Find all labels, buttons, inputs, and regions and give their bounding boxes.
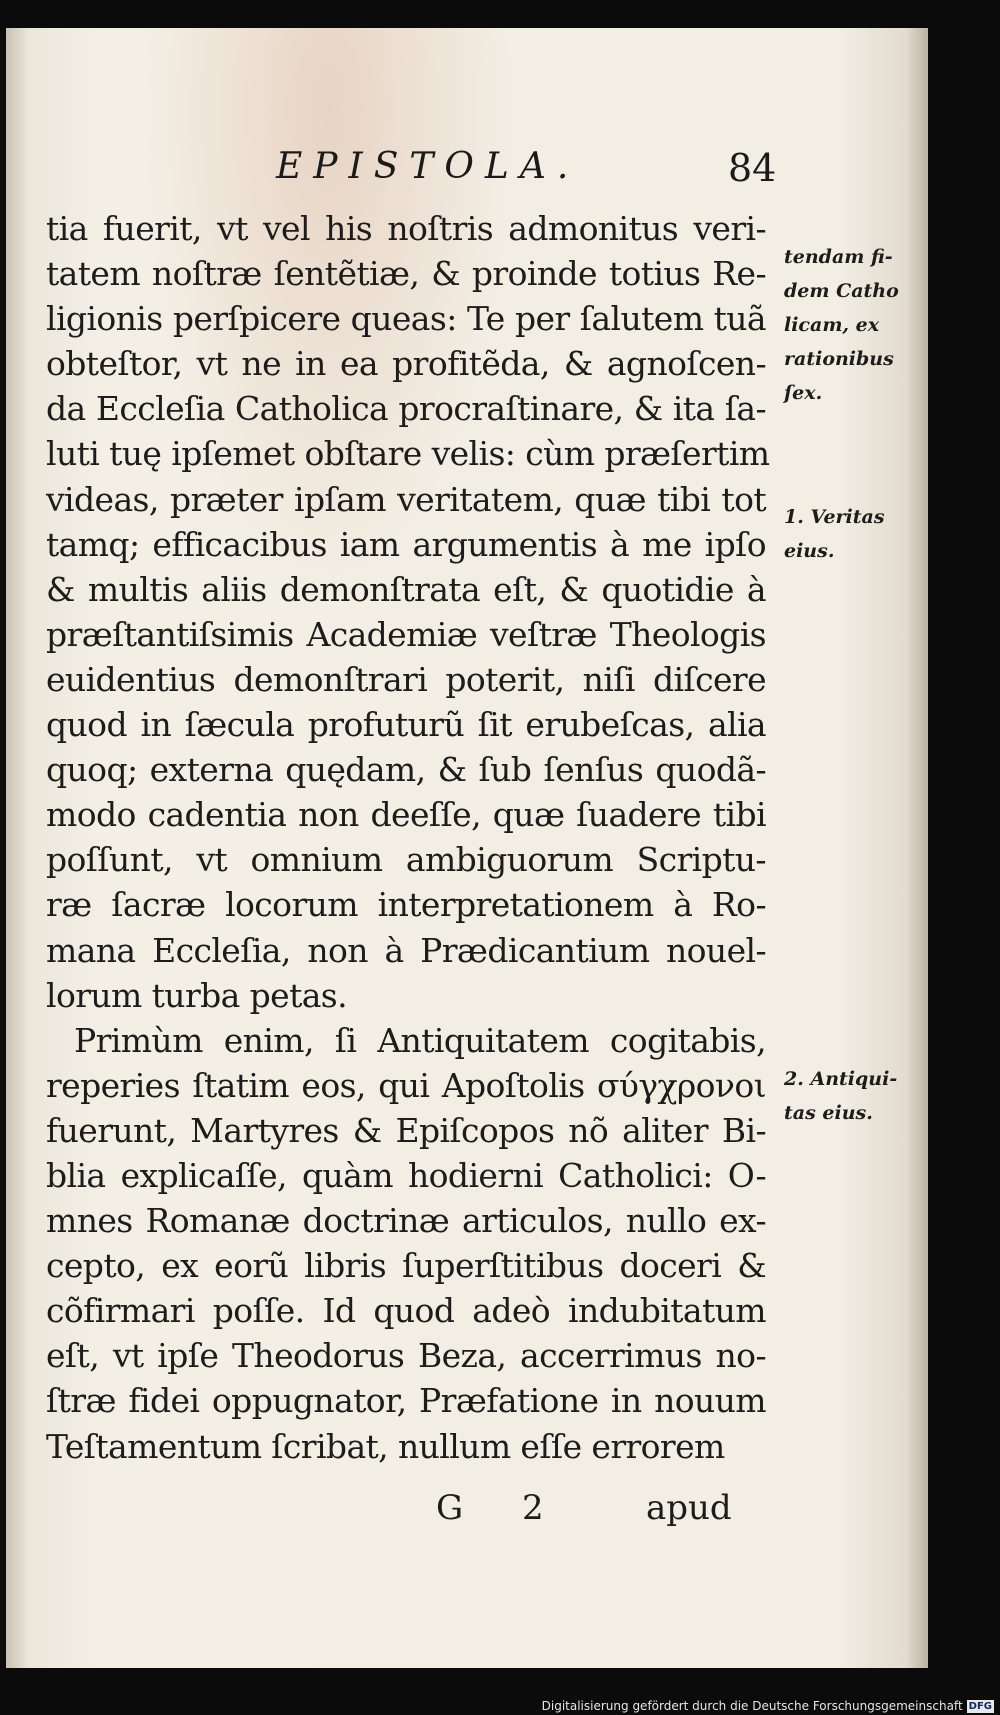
text-line: præſtantiſsimis Academiæ veſtræ Theologis xyxy=(46,614,766,654)
text-line: & multis aliis demonſtrata eſt, & quotidie à xyxy=(46,569,766,609)
page-number: 84 xyxy=(728,146,777,190)
margin-note: tendam fi- xyxy=(784,246,893,268)
text-line: cepto, ex eorũ libris ſuperſtitibus doceri & xyxy=(46,1246,766,1286)
book-page xyxy=(6,28,928,1668)
text-line: ligionis perſpicere queas: Te per ſalutem tuã xyxy=(46,299,766,339)
margin-note: tas eius. xyxy=(784,1102,873,1124)
margin-note: ſex. xyxy=(784,382,823,404)
text-line: obteſtor, vt ne in ea profitẽda, & agnoſcen- xyxy=(46,344,766,384)
text-line: cõfirmari poſſe. Id quod adeò indubitatum xyxy=(46,1291,766,1331)
text-line: mana Eccleſia, non à Prædicantium nouel- xyxy=(46,930,766,970)
text-line: quoq; externa quędam, & ſub ſenſus quodã- xyxy=(46,750,766,790)
text-line: poſſunt, vt omnium ambiguorum Scriptu- xyxy=(46,840,766,880)
catchword: apud xyxy=(646,1488,732,1528)
text-line: fuerunt, Martyres & Epiſcopos nõ aliter Bi- xyxy=(46,1110,766,1150)
margin-note: rationibus xyxy=(784,348,894,370)
margin-note: dem Catho xyxy=(784,280,899,302)
signature-mark: G 2 xyxy=(436,1488,568,1528)
text-line: da Eccleſia Catholica procraſtinare, & ita ſa- xyxy=(46,389,766,429)
body-text xyxy=(46,206,770,1469)
margin-note: licam, ex xyxy=(784,314,880,336)
text-line: ſtræ fidei oppugnator, Præfatione in nouum xyxy=(46,1381,766,1421)
text-line: tatem noſtræ ſentẽtiæ, & proinde totius Re- xyxy=(46,254,766,294)
text-line: luti tuę ipſemet obſtare velis: cùm præſertim xyxy=(46,434,770,474)
text-line: quod in ſæcula profuturũ ſit erubeſcas, alia xyxy=(46,705,766,745)
digitization-credit xyxy=(542,1699,994,1713)
text-line: lorum turba petas. xyxy=(46,975,348,1015)
margin-note: 1. Veritas xyxy=(784,506,885,528)
text-line: mnes Romanæ doctrinæ articulos, nullo ex- xyxy=(46,1201,766,1241)
text-line: modo cadentia non deeſſe, quæ ſuadere tibi xyxy=(46,795,766,835)
text-line: ræ ſacræ locorum interpretationem à Ro- xyxy=(46,885,766,925)
dfg-logo-icon: DFG xyxy=(968,1700,992,1712)
margin-note: eius. xyxy=(784,540,835,562)
text-line: reperies ſtatim eos, qui Apoſtolis σύγχρονοι xyxy=(46,1065,766,1105)
text-line: Primùm enim, ſi Antiquitatem cogitabis, xyxy=(74,1020,766,1060)
text-line: tamq; efficacibus iam argumentis à me ipſo xyxy=(46,524,766,564)
text-line: tia fuerit, vt vel his noſtris admonitus veri- xyxy=(46,209,766,248)
credit-text: Digitalisierung gefördert durch die Deutsche Forschungsgemeinschaft xyxy=(541,1699,963,1713)
text-line: Teſtamentum ſcribat, nullum eſſe errorem xyxy=(46,1426,725,1466)
text-line: eſt, vt ipſe Theodorus Beza, accerrimus no- xyxy=(46,1336,766,1376)
text-line: blia explicaſſe, quàm hodierni Catholici: O- xyxy=(46,1155,766,1195)
text-line: euidentius demonſtrari poterit, niſi diſcere xyxy=(46,659,766,699)
running-title: EPISTOLA. xyxy=(276,146,580,187)
text-line: videas, præter ipſam veritatem, quæ tibi tot xyxy=(46,479,766,519)
margin-note: 2. Antiqui- xyxy=(784,1068,898,1090)
